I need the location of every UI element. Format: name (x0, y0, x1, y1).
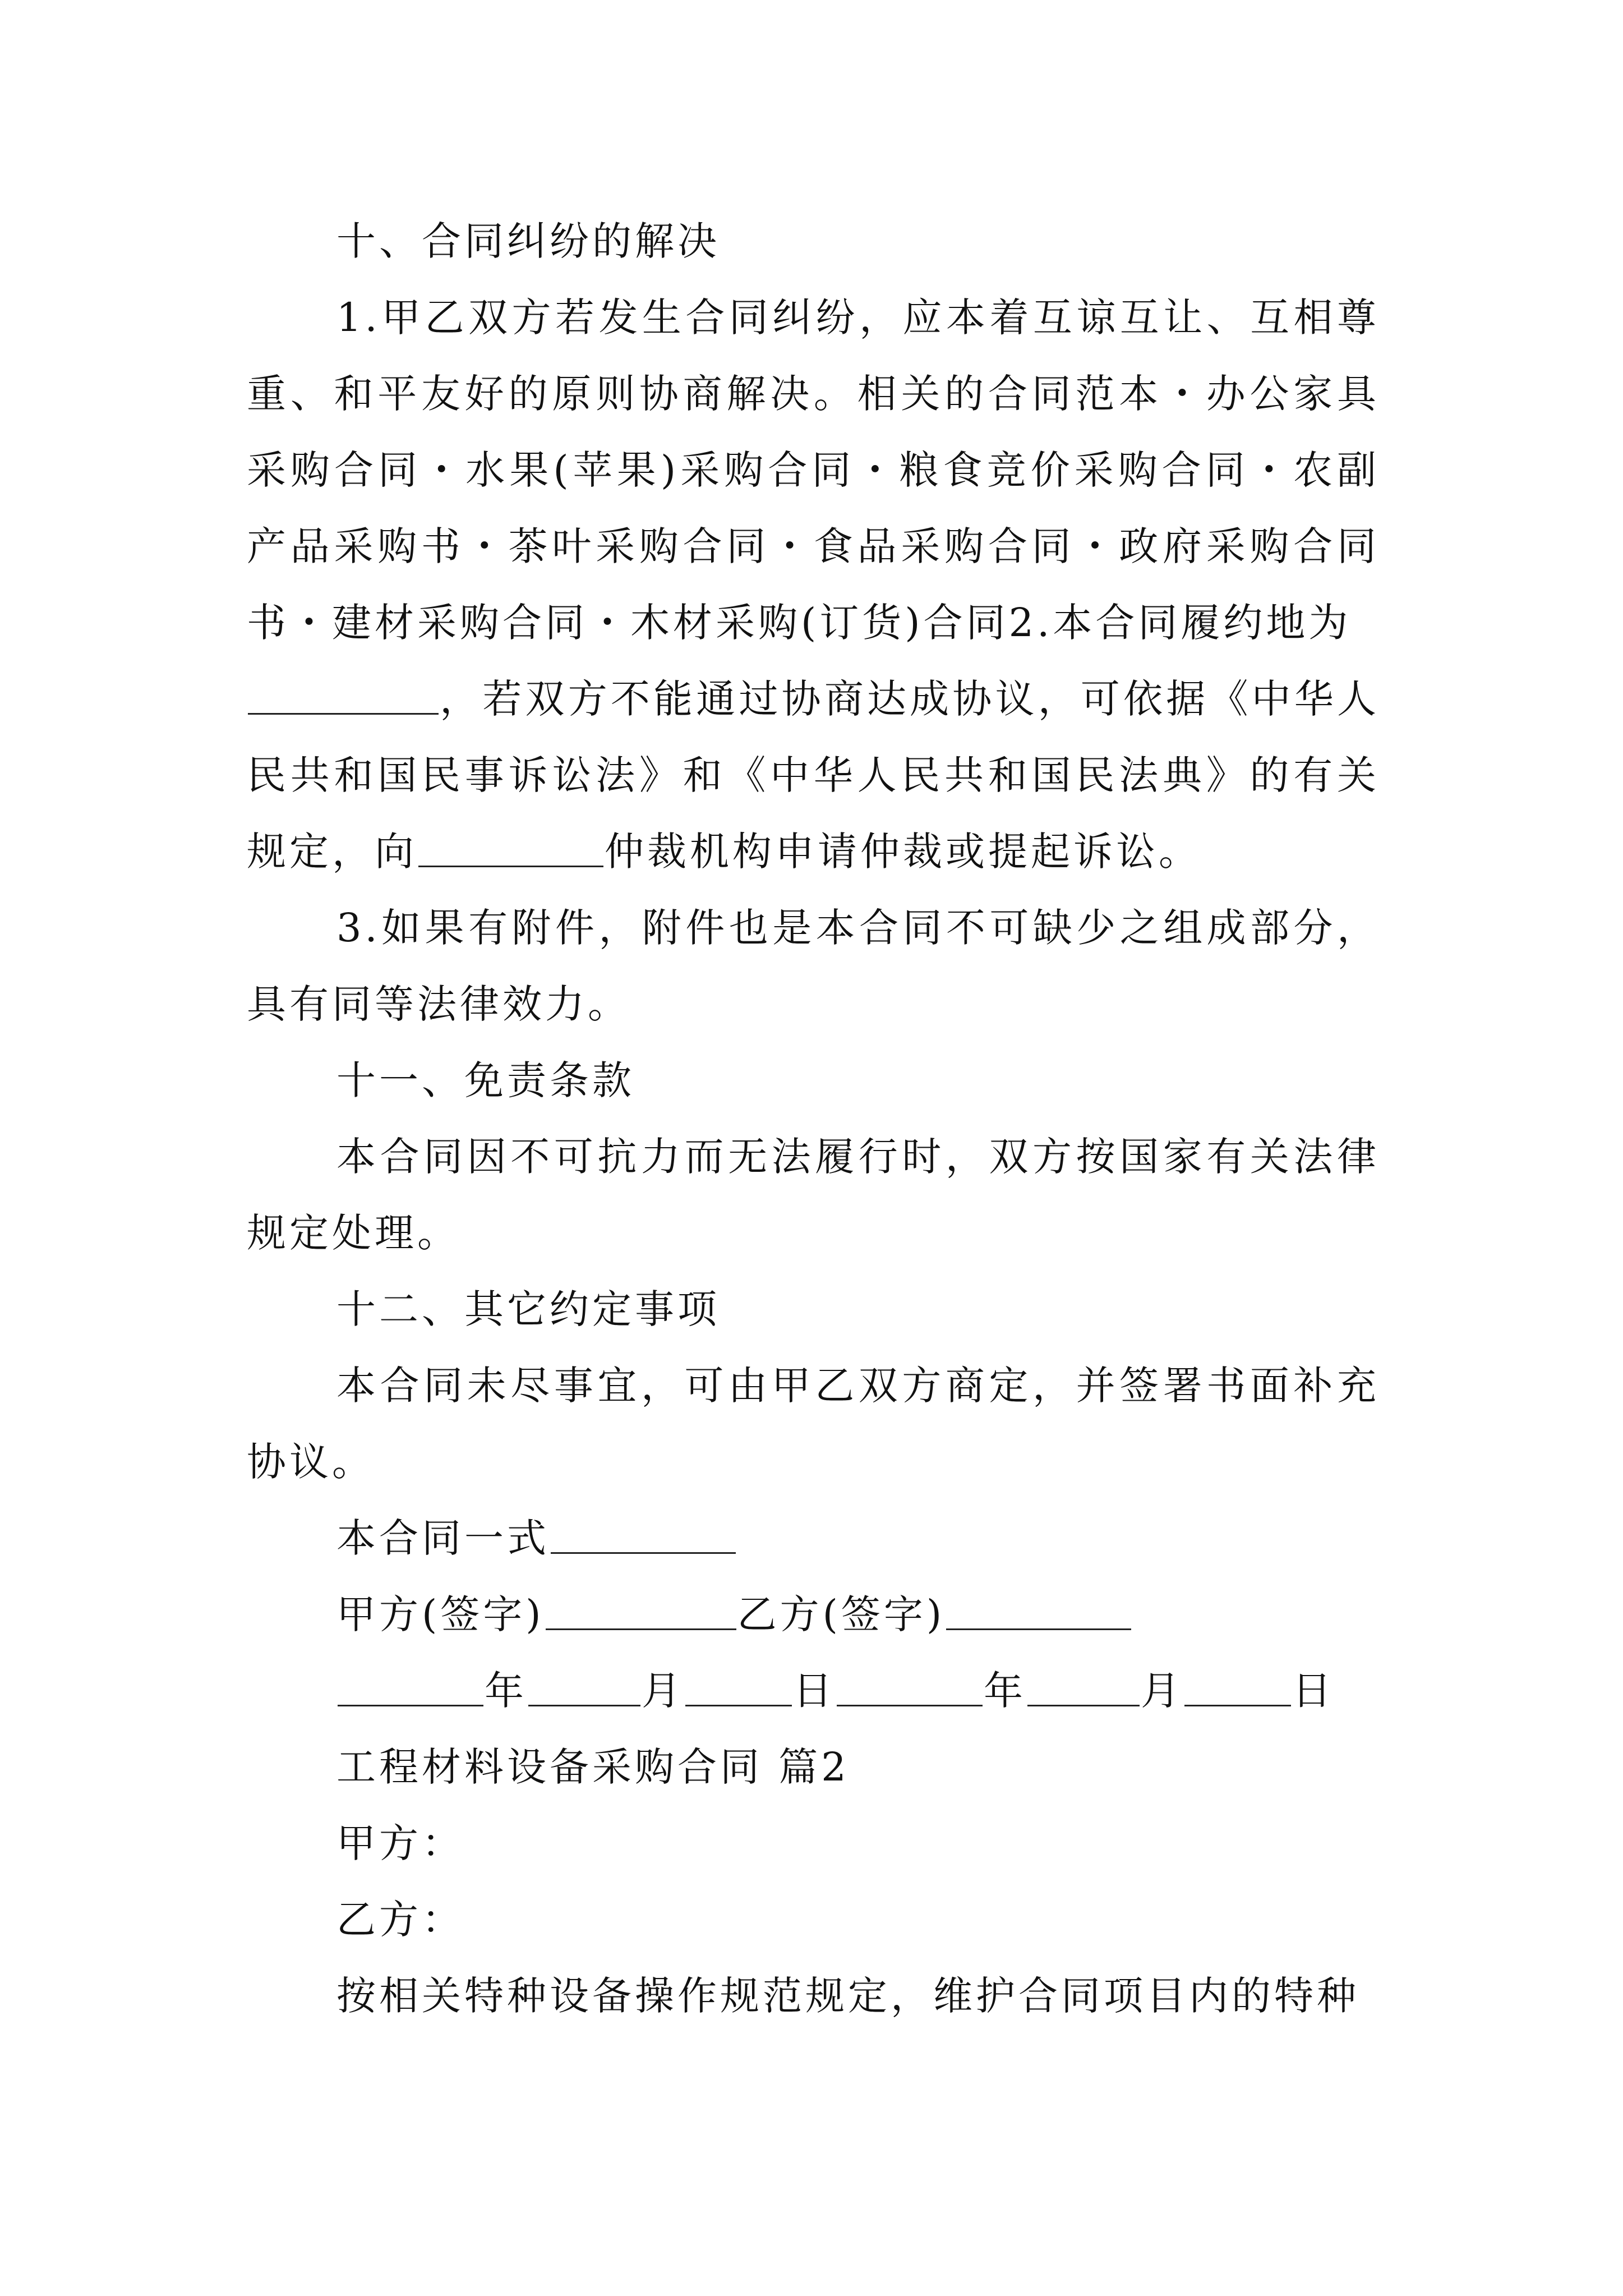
year-label-b: 年 (984, 1668, 1026, 1714)
party-b-month-blank (1027, 1669, 1140, 1706)
arbitration-blank (418, 830, 603, 867)
section-10-paragraph-1-text-c: 仲裁机构申请仲裁或提起诉讼。 (605, 829, 1201, 875)
section-10-paragraph-1 (247, 279, 1380, 890)
article-2-body: 按相关特种设备操作规范规定，维护合同项目内的特种 (336, 1973, 1359, 2019)
party-b-day-blank (1184, 1669, 1291, 1706)
copies-line (247, 1500, 1380, 1576)
section-10-paragraph-1-text: 1.甲乙双方若发生合同纠纷，应本着互谅互让、互相尊重、和平友好的原则协商解决。相关的合同范本・办公家具采购合同・水果(苹果)采购合同・粮食竞价采购合同・农副产品采购书・茶叶采购合同・食品采购合同・政府采购合同书・建材采购合同・木材采购(订货)合同2.本合同履约地为 (247, 295, 1380, 646)
party-a-month-blank (528, 1669, 640, 1706)
copies-label: 本合同一式 (336, 1515, 550, 1561)
section-12-heading: 十二、其它约定事项 (336, 1286, 720, 1332)
day-label-b: 日 (1292, 1668, 1335, 1714)
month-label-b: 月 (1141, 1668, 1183, 1714)
article-2-party-b: 乙方： (336, 1897, 464, 1943)
party-a-day-blank (685, 1669, 792, 1706)
date-line (247, 1653, 1380, 1729)
section-10-paragraph-1-text-b: ，若双方不能通过协商达成协议，可依据《中华人民共和国民事诉讼法》和《中华人民共和国民法典》的有关规定，向 (247, 676, 1380, 875)
section-12-body: 本合同未尽事宜，可由甲乙双方商定，并签署书面补充协议。 (247, 1363, 1380, 1485)
signature-line (247, 1576, 1380, 1653)
article-2-title: 工程材料设备采购合同 篇2 (336, 1744, 850, 1790)
venue-blank (248, 678, 439, 715)
party-b-sign-blank (946, 1593, 1131, 1630)
party-a-year-blank (338, 1669, 483, 1706)
document-body (247, 203, 1380, 2034)
copies-blank (551, 1517, 736, 1554)
party-b-sign-label: 乙方(签字) (737, 1591, 946, 1637)
party-a-sign-label: 甲方(签字) (336, 1591, 545, 1637)
year-label-a: 年 (485, 1668, 527, 1714)
party-b-year-blank (837, 1669, 983, 1706)
party-a-sign-blank (546, 1593, 736, 1630)
section-10-paragraph-3: 3.如果有附件，附件也是本合同不可缺少之组成部分，具有同等法律效力。 (247, 905, 1380, 1027)
month-label-a: 月 (642, 1668, 684, 1714)
section-11-heading: 十一、免责条款 (336, 1057, 635, 1103)
article-2-party-a: 甲方： (336, 1820, 464, 1866)
section-11-body: 本合同因不可抗力而无法履行时，双方按国家有关法律规定处理。 (247, 1134, 1380, 1256)
section-10-heading: 十、合同纠纷的解决 (336, 218, 720, 264)
day-label-a: 日 (793, 1668, 836, 1714)
